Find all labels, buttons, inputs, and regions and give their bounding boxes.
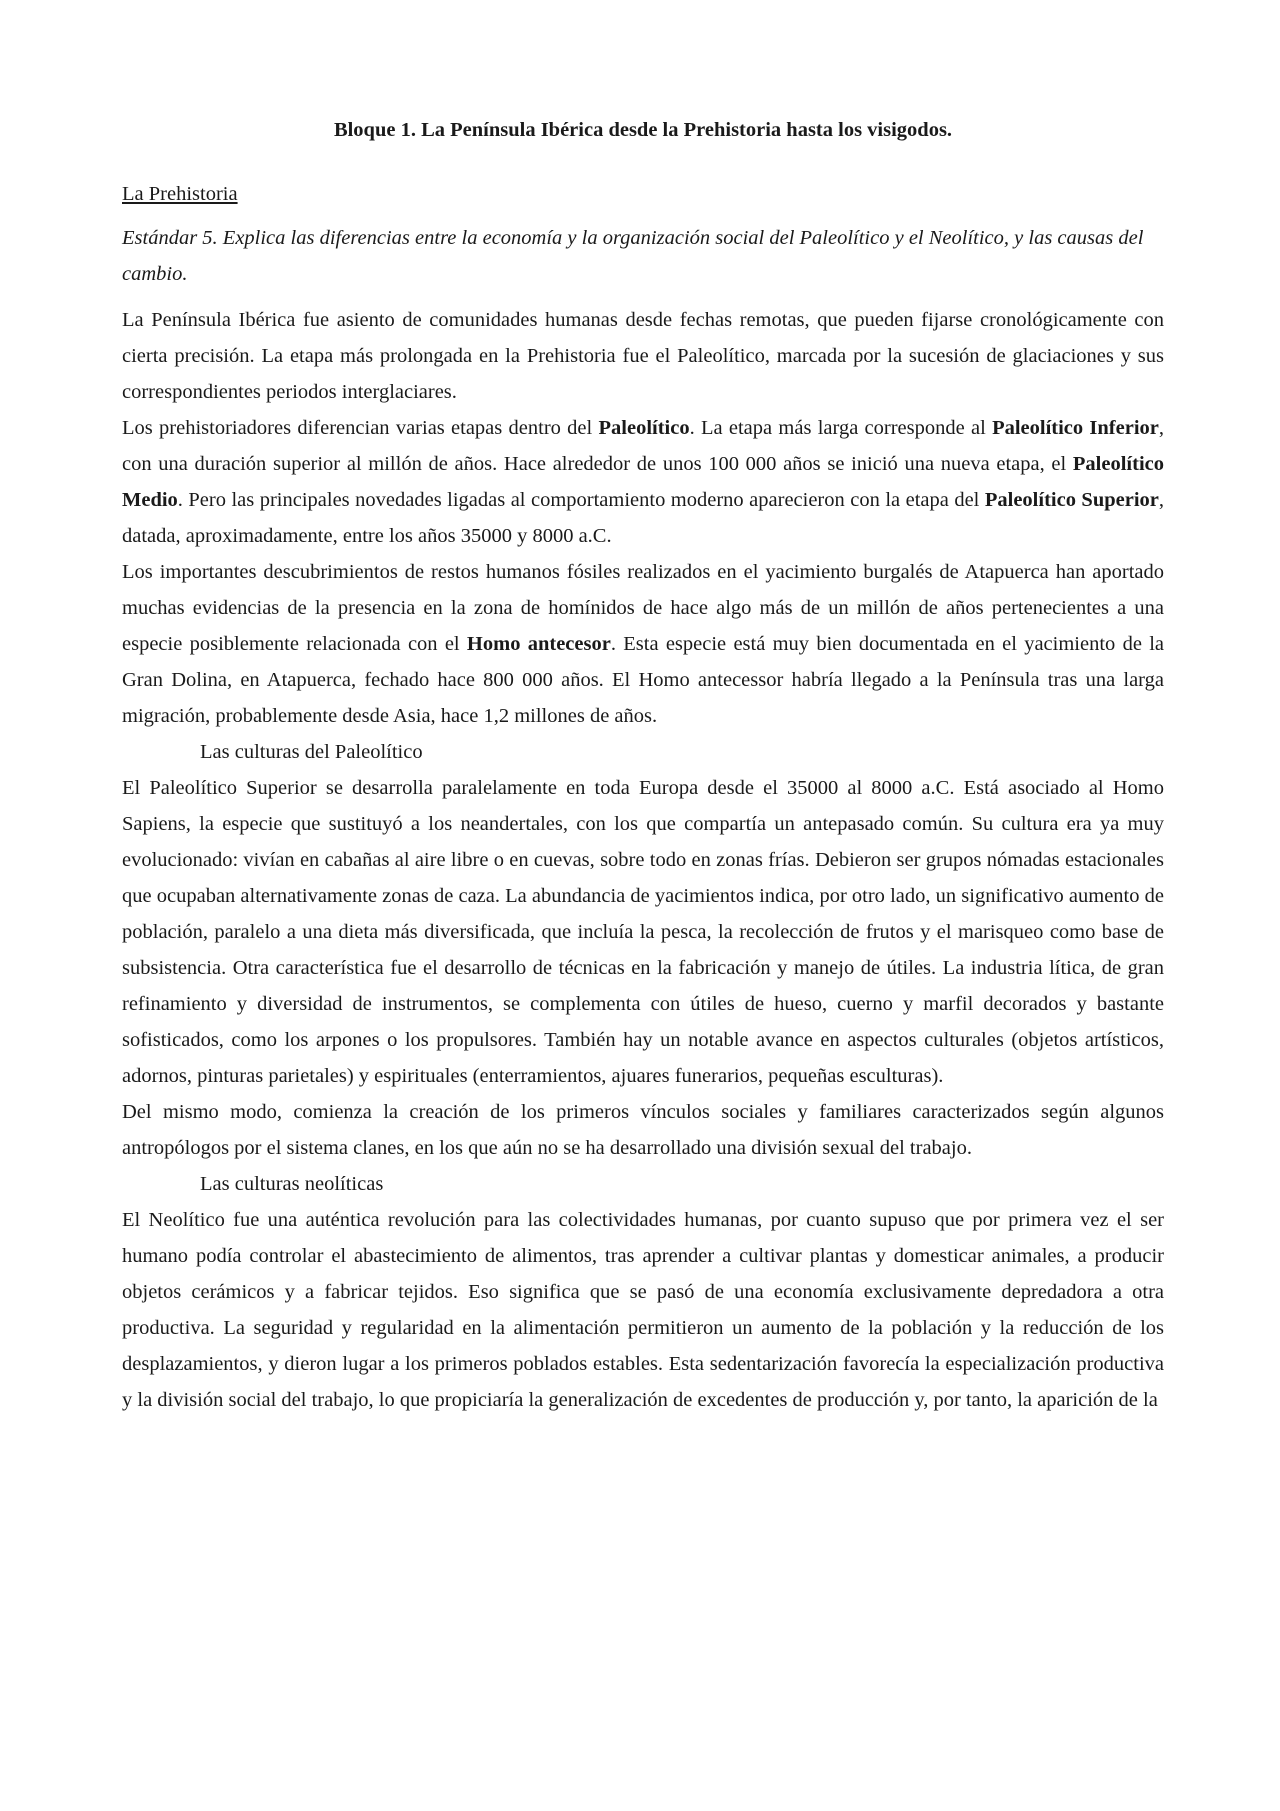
standard-statement: Estándar 5. Explica las diferencias entre la economía y la organización social del Paleolítico y el Neolítico, y las causas del cambio. xyxy=(122,227,1144,285)
term-paleolitico-inferior: Paleolítico Inferior xyxy=(992,417,1159,439)
document-title: Bloque 1. La Península Ibérica desde la Prehistoria hasta los visigodos. xyxy=(333,119,953,141)
paragraph-paleolithic-stages: Los prehistoriadores diferencian varias etapas dentro del Paleolítico. La etapa más larga corresponde al Paleolítico Inferior, con una duración superior al millón de años. Hace alrededor de unos 100 000 años se inició una nueva etapa, el Paleolítico Medio. Pero las principales novedades ligadas al comportamiento moderno aparecieron con la etapa del Paleolítico Superior, datada, aproximadamente, entre los años 35000 y 8000 a.C. xyxy=(122,417,1165,547)
term-homo-antecesor: Homo antecesor xyxy=(466,633,611,655)
paragraph-social-bonds: Del mismo modo, comienza la creación de los primeros vínculos sociales y familiares caracterizados según algunos antropólogos por el sistema clanes, en los que aún no se ha desarrollado una división sexual del trabajo. xyxy=(122,1101,1164,1159)
paragraph-atapuerca: Los importantes descubrimientos de restos humanos fósiles realizados en el yacimiento burgalés de Atapuerca han aportado muchas evidencias de la presencia en la zona de homínidos de hace algo más de un millón de años pertenecientes a una especie posiblemente relacionada con el Homo antecesor. Esta especie está muy bien documentada en el yacimiento de la Gran Dolina, en Atapuerca, fechado hace 800 000 años. El Homo antecessor habría llegado a la Península tras una larga migración, probablemente desde Asia, hace 1,2 millones de años. xyxy=(122,561,1164,727)
document-page xyxy=(122,112,1164,1418)
term-paleolitico-medio: Paleolítico Medio xyxy=(122,453,1164,511)
paragraph-neolithic: El Neolítico fue una auténtica revolución para las colectividades humanas, por cuanto supuso que por primera vez el ser humano podía controlar el abastecimiento de alimentos, tras aprender a cultivar plantas y domesticar animales, a producir objetos cerámicos y a fabricar tejidos. Eso significa que se pasó de una economía exclusivamente depredadora a otra productiva. La seguridad y regularidad en la alimentación permitieron un aumento de la población y la reducción de los desplazamientos, y dieron lugar a los primeros poblados estables. Esta sedentarización favorecía la especialización productiva y la división social del trabajo, lo que propiciaría la generalización de excedentes de producción y, por tanto, la aparición de la xyxy=(122,1209,1164,1411)
subheading-neolithic-cultures: Las culturas neolíticas xyxy=(200,1173,384,1195)
paragraph-intro: La Península Ibérica fue asiento de comunidades humanas desde fechas remotas, que pueden fijarse cronológicamente con cierta precisión. La etapa más prolongada en la Prehistoria fue el Paleolítico, marcada por la sucesión de glaciaciones y sus correspondientes periodos interglaciares. xyxy=(122,309,1164,403)
section-heading: La Prehistoria xyxy=(122,183,238,205)
term-paleolitico-superior: Paleolítico Superior xyxy=(984,489,1159,511)
subheading-paleolithic-cultures: Las culturas del Paleolítico xyxy=(200,741,423,763)
term-paleolitico: Paleolítico xyxy=(598,417,690,439)
paragraph-upper-paleolithic: El Paleolítico Superior se desarrolla paralelamente en toda Europa desde el 35000 al 8000 a.C. Está asociado al Homo Sapiens, la especie que sustituyó a los neandertales, con los que compartía un antepasado común. Su cultura era ya muy evolucionado: vivían en cabañas al aire libre o en cuevas, sobre todo en zonas frías. Debieron ser grupos nómadas estacionales que ocupaban alternativamente zonas de caza. La abundancia de yacimientos indica, por otro lado, un significativo aumento de población, paralelo a una dieta más diversificada, que incluía la pesca, la recolección de frutos y el marisqueo como base de subsistencia. Otra característica fue el desarrollo de técnicas en la fabricación y manejo de útiles. La industria lítica, de gran refinamiento y diversidad de instrumentos, se complementa con útiles de hueso, cuerno y marfil decorados y bastante sofisticados, como los arpones o los propulsores. También hay un notable avance en aspectos culturales (objetos artísticos, adornos, pinturas parietales) y espirituales (enterramientos, ajuares funerarios, pequeñas esculturas). xyxy=(122,777,1164,1087)
